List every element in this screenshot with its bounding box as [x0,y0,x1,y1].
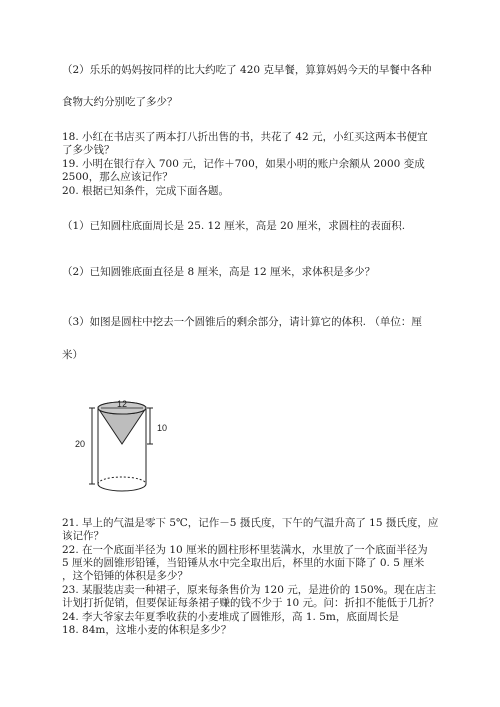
q22-line3: ，这个铅锤的体积是多少？ [62,570,188,582]
q18-line1: 18. 小红在书店买了两本打八折出售的书，共花了 42 元，小红买这两本书便宜 [62,131,428,143]
q22-line1: 22. 在一个底面半径为 10 厘米的圆柱形杯里装满水，水里放了一个底面半径为 [62,544,428,556]
q21-line2: 该记作？ [62,530,104,542]
q20-heading: 20. 根据已知条件，完成下面各题。 [62,185,230,197]
cylinder-cone-figure [66,394,176,500]
q18-line2: 了多少钱？ [62,144,115,156]
q20-part1: （1）已知圆柱底面周长是 25. 12 厘米，高是 20 厘米，求圆柱的表面积. [62,220,406,232]
q24-line2: 18. 84m，这堆小麦的体积是多少？ [62,624,232,636]
q23-line2: 计划打折促销，但要保证每条裙子赚的钱不少于 10 元。问：折扣不能低于几折？ [62,597,440,609]
q19-line2: 2500，那么应该记作？ [62,171,173,183]
q21-line1: 21. 早上的气温是零下 5℃，记作－5 摄氏度，下午的气温升高了 15 摄氏度，应 [62,517,439,529]
q17-part2-line1: （2）乐乐的妈妈按同样的比大约吃了 420 克早餐，算算妈妈今天的早餐中各种 [62,64,432,76]
cylinder-height-label: 20 [74,439,86,449]
q23-line1: 23. 某服装店卖一种裙子，原来每条售价为 120 元，是进价的 150%。现在店主 [62,584,437,596]
q24-line1: 24. 李大爷家去年夏季收获的小麦堆成了圆锥形，高 1. 5m，底面周长是 [62,611,399,623]
cylinder-bottom-front [98,484,146,491]
cone-height-label: 10 [156,423,168,433]
q20-part3-line1: （3）如图是圆柱中挖去一个圆锥后的剩余部分，请计算它的体积. （单位：厘 [62,316,422,328]
diameter-label: 12 [116,399,128,409]
q17-part2-line2: 食物大约分别吃了多少？ [62,96,178,108]
q20-part2: （2）已知圆锥底面直径是 8 厘米，高是 12 厘米，求体积是多少？ [62,266,376,278]
q19-line1: 19. 小明在银行存入 700 元，记作＋700，如果小明的账户余额从 2000 变成 [62,158,425,170]
q20-part3-line2: 米） [62,349,83,361]
q22-line2: 5 厘米的圆锥形铅锤，当铅锤从水中完全取出后，杯里的水面下降了 0. 5 厘米 [62,557,425,569]
cylinder-bottom-back [98,477,146,484]
